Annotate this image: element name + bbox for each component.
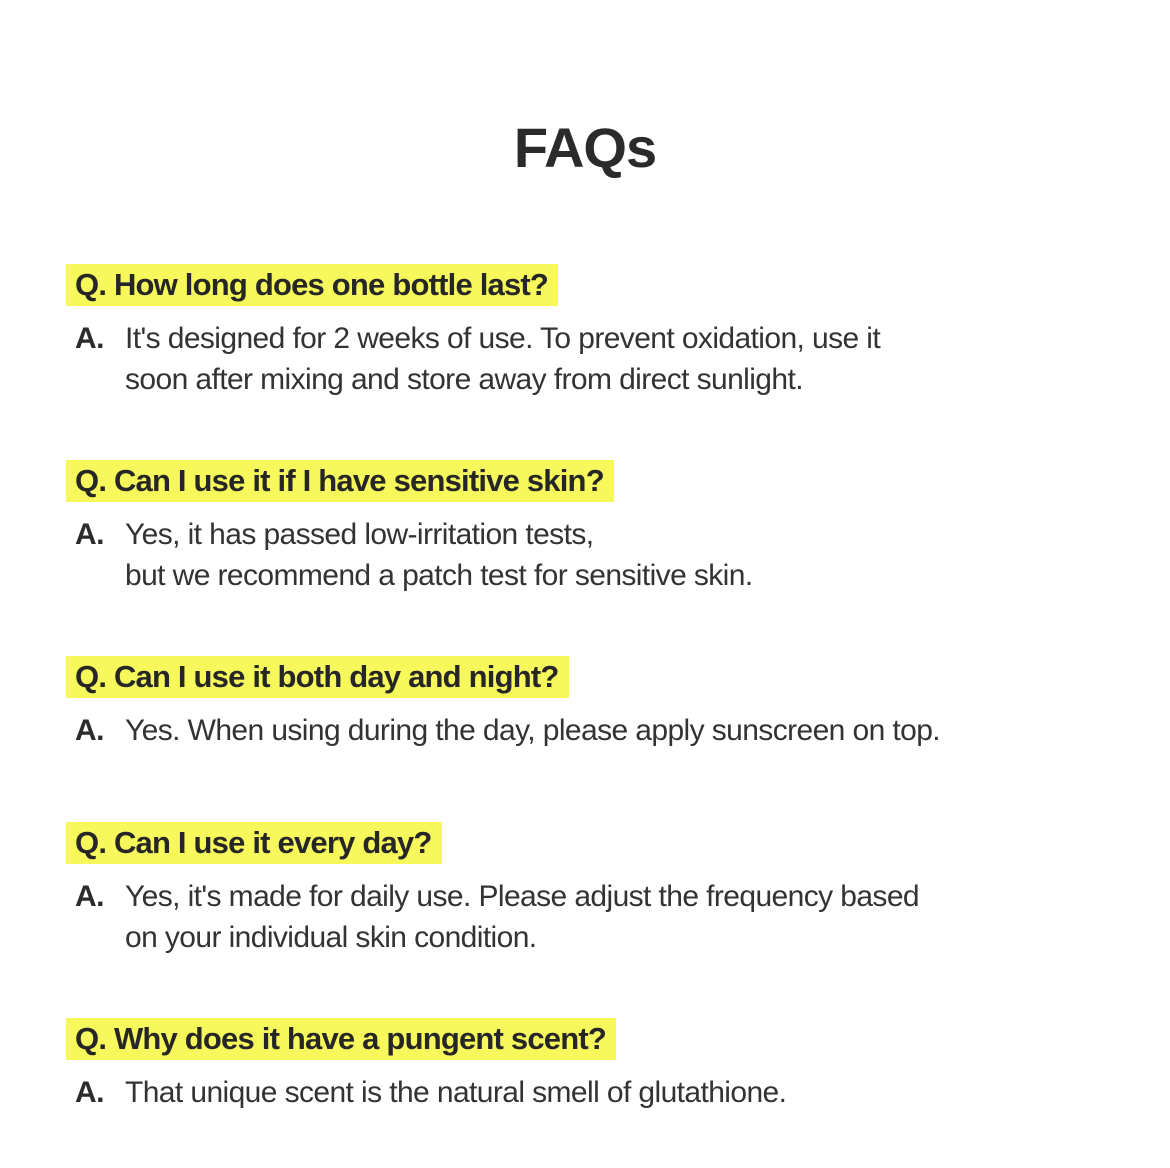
answer-prefix: A. [75, 714, 104, 747]
faq-item [66, 1018, 1126, 1113]
answer-line: on your individual skin condition. [125, 921, 537, 954]
answer-line: That unique scent is the natural smell of glutathione. [125, 1076, 787, 1109]
answer-line: Yes, it's made for daily use. Please adjust the frequency based [125, 880, 919, 913]
faq-question: Q. Why does it have a pungent scent? [66, 1018, 616, 1060]
faq-answer [66, 710, 1126, 751]
faq-answer [66, 876, 1126, 958]
answer-line: It's designed for 2 weeks of use. To prevent oxidation, use it [125, 322, 881, 355]
faq-answer [66, 514, 1126, 596]
answer-prefix: A. [75, 518, 104, 551]
answer-line: Yes, it has passed low-irritation tests, [125, 518, 594, 551]
faq-item [66, 822, 1126, 958]
faq-question: Q. Can I use it both day and night? [66, 656, 569, 698]
faq-question: Q. Can I use it every day? [66, 822, 442, 864]
faq-item [66, 656, 1126, 751]
answer-prefix: A. [75, 322, 104, 355]
faq-question: Q. How long does one bottle last? [66, 264, 558, 306]
faq-answer [66, 1072, 1126, 1113]
faq-item [66, 460, 1126, 596]
answer-prefix: A. [75, 1076, 104, 1109]
answer-prefix: A. [75, 880, 104, 913]
faq-question: Q. Can I use it if I have sensitive skin? [66, 460, 614, 502]
answer-line: but we recommend a patch test for sensitive skin. [125, 559, 753, 592]
faq-item [66, 264, 1126, 400]
faq-answer [66, 318, 1126, 400]
answer-line: soon after mixing and store away from direct sunlight. [125, 363, 803, 396]
answer-line: Yes. When using during the day, please apply sunscreen on top. [125, 714, 941, 747]
page-title: FAQs [513, 116, 657, 179]
